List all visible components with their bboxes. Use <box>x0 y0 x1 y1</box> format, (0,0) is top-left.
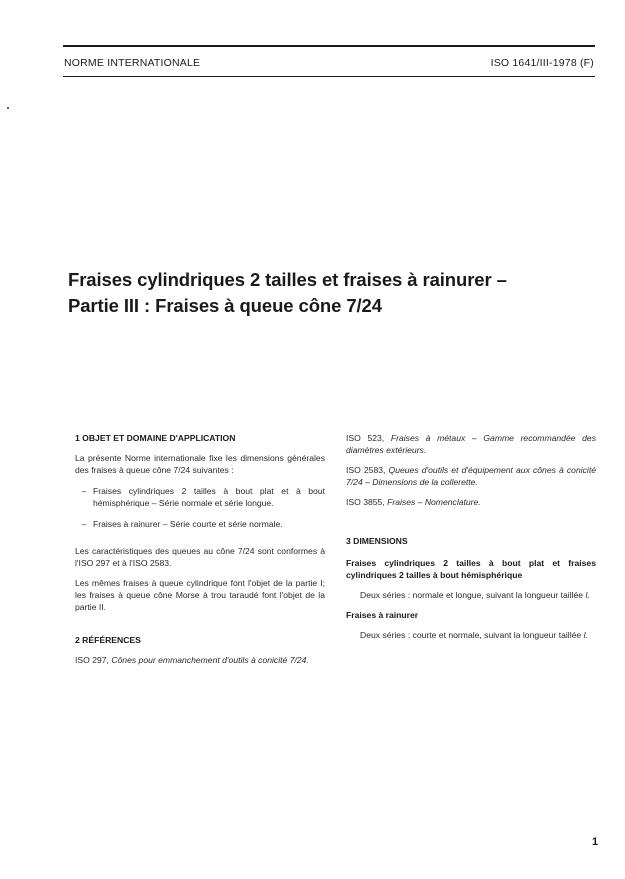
list-item <box>75 518 325 530</box>
title-line-2: Partie III : Fraises à queue cône 7/24 <box>68 295 382 316</box>
list-dash: – <box>81 486 87 496</box>
left-column <box>75 432 325 666</box>
page-number: 1 <box>592 836 599 848</box>
subsection-end-mills-text <box>346 589 596 601</box>
section-1-paragraph-3: Les mêmes fraises à queue cylindrique font l'objet de la partie I; les fraises à queue cône Morse à trou taraudé font l'objet de la partie II. <box>75 578 325 612</box>
subsection-slot-drills-text <box>346 629 596 641</box>
reference-code: ISO 523, <box>346 433 385 443</box>
section-3-heading: 3 DIMENSIONS <box>346 536 408 546</box>
reference-iso-2583 <box>346 464 596 488</box>
section-1-paragraph-1: La présente Norme internationale fixe les dimensions générales des fraises à queue cône 7/24 suivantes : <box>75 453 325 475</box>
subsection-slot-drills-heading: Fraises à rainurer <box>346 610 419 620</box>
margin-dot <box>7 107 9 109</box>
right-column <box>346 432 596 641</box>
length-variable: l. <box>585 590 590 600</box>
list-item-text: Fraises cylindriques 2 tailles à bout plat et à bout hémisphérique – Série normale et série longue. <box>93 486 325 508</box>
header-bottom-rule <box>63 76 595 77</box>
reference-iso-297 <box>75 654 325 666</box>
title-line-1: Fraises cylindriques 2 tailles et fraises à rainurer – <box>68 269 507 290</box>
header-right: ISO 1641/III-1978 (F) <box>490 57 594 69</box>
reference-title: Queues d'outils et d'équipement aux cônes à conicité 7/24 – Dimensions de la collerette. <box>346 465 597 487</box>
reference-iso-523 <box>346 432 596 456</box>
reference-code: ISO 2583, <box>346 465 386 475</box>
series-text: Deux séries : normale et longue, suivant la longueur taillée <box>360 590 584 600</box>
reference-code: ISO 3855, <box>346 497 385 507</box>
section-1-paragraph-2: Les caractéristiques des queues au cône 7/24 sont conformes à l'ISO 297 et à l'ISO 2583. <box>75 546 325 568</box>
reference-title: Fraises à métaux – Gamme recommandée des diamètres extérieurs. <box>346 433 597 455</box>
reference-iso-3855 <box>346 496 596 508</box>
section-1-heading: 1 OBJET ET DOMAINE D'APPLICATION <box>75 433 236 443</box>
header-left: NORME INTERNATIONALE <box>64 57 201 69</box>
list-item-text: Fraises à rainurer – Série courte et série normale. <box>93 519 283 529</box>
reference-code: ISO 297, <box>75 655 109 665</box>
section-2-heading: 2 RÉFÉRENCES <box>75 635 141 645</box>
subsection-end-mills-heading: Fraises cylindriques 2 tailles à bout plat et fraises cylindriques 2 tailles à bout hémisphérique <box>346 558 596 580</box>
document-title <box>68 267 608 319</box>
series-text: Deux séries : courte et normale, suivant la longueur taillée <box>360 630 582 640</box>
length-variable: l. <box>583 630 588 640</box>
header-top-rule <box>63 45 595 47</box>
list-dash: – <box>81 519 87 529</box>
reference-title: Fraises – Nomenclature. <box>387 497 481 507</box>
list-item <box>75 485 325 509</box>
reference-title: Cônes pour emmanchement d'outils à conicité 7/24. <box>111 655 309 665</box>
